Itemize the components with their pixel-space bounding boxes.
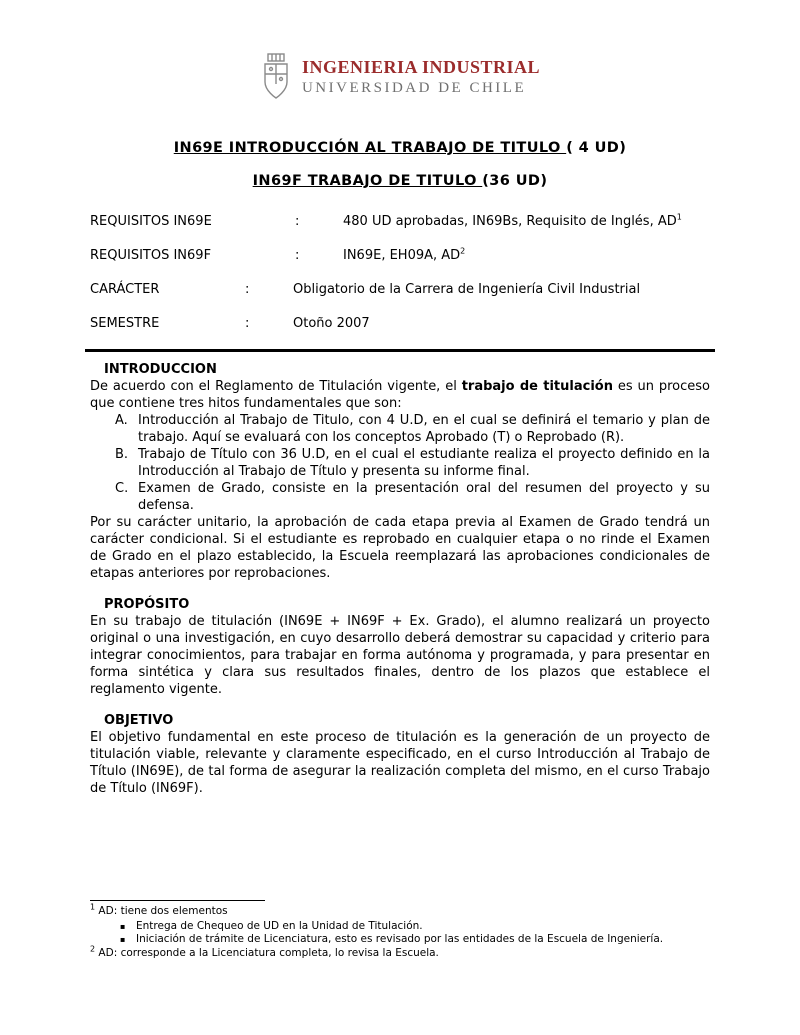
info-label: SEMESTRE (90, 316, 160, 331)
info-row-caracter (90, 281, 710, 298)
logo-text (302, 57, 540, 97)
course-title-in69f (90, 173, 710, 189)
info-colon: : (245, 282, 250, 297)
proposito-paragraph: En su trabajo de titulación (IN69E + IN69F + Ex. Grado), el alumno realizará un proyecto original o una investigación, en cuyo desarrollo deberá demostrar su capacidad y criterio para integrar conocimientos, para trabajar en forma autónoma y programada, y para presentar en forma sintética y clara sus resultados finales, dentro de los plazos que establece el reglamento vigente. (90, 614, 710, 697)
footnote-1-item-1 (120, 920, 710, 934)
list-item-b (90, 446, 710, 480)
footnote-2-number: 2 (90, 944, 96, 953)
section-divider (85, 349, 715, 352)
list-item-text: Trabajo de Título con 36 U.D, en el cual el estudiante realiza el proyecto definido en la Introducción al Trabajo de Título y presenta su informe final. (138, 447, 710, 479)
info-colon: : (295, 248, 300, 263)
section-heading-proposito: PROPÓSITO (104, 597, 190, 612)
university-logo (90, 52, 710, 102)
footnote-1 (90, 902, 710, 919)
square-bullet-icon: ▪ (120, 935, 126, 944)
footnote-item-text: Entrega de Chequeo de UD en la Unidad de Titulación. (136, 919, 423, 932)
course-title-in69f-ud: (36 UD) (482, 173, 548, 189)
list-item-text: Examen de Grado, consiste en la presentación oral del resumen del proyecto y su defensa. (138, 481, 710, 513)
info-label: REQUISITOS IN69E (90, 214, 212, 229)
logo-institution-name: INGENIERIA INDUSTRIAL (301, 57, 541, 77)
course-title-in69e (90, 140, 710, 156)
footnote-ref-2: 2 (460, 246, 466, 256)
info-row-requisitos-in69e (90, 213, 710, 230)
section-objetivo (90, 713, 710, 797)
info-value: Obligatorio de la Carrera de Ingeniería Civil Industrial (293, 282, 641, 297)
course-title-in69f-text: IN69F TRABAJO DE TITULO (252, 173, 483, 189)
list-marker: A. (115, 413, 128, 428)
list-marker: B. (115, 447, 129, 462)
introduccion-paragraph-2: Por su carácter unitario, la aprobación de cada etapa previa al Examen de Grado tendrá un carácter condicional. Si el estudiante es reprobado en cualquier etapa o no rinde el Examen de Grado en el plazo establecido, la Escuela reemplazará las aprobaciones condicionales de etapas anteriores por reprobaciones. (90, 515, 710, 581)
list-item-text: Introducción al Trabajo de Titulo, con 4 U.D, en el cual se definirá el temario y plan de trabajo. Aquí se evaluará con los conceptos Aprobado (T) o Reprobado (R). (138, 413, 710, 445)
footnote-separator (90, 900, 265, 901)
section-heading-objetivo: OBJETIVO (104, 713, 174, 728)
info-value: IN69E, EH09A, AD (343, 248, 461, 263)
info-label: REQUISITOS IN69F (90, 248, 212, 263)
course-title-in69e-ud: ( 4 UD) (566, 140, 627, 156)
info-row-semestre (90, 315, 710, 332)
section-proposito (90, 597, 710, 698)
footnote-2-text: AD: corresponde a la Licenciatura completa, lo revisa la Escuela. (95, 946, 439, 959)
info-colon: : (245, 316, 250, 331)
university-crest-icon (260, 52, 292, 102)
para-text: es un proceso que contiene tres hitos fundamentales que son: (90, 379, 710, 411)
info-value: 480 UD aprobadas, IN69Bs, Requisito de Inglés, AD (343, 214, 677, 229)
info-colon: : (295, 214, 300, 229)
footnote-1-item-2 (120, 933, 710, 947)
info-label: CARÁCTER (90, 282, 160, 297)
list-marker: C. (115, 481, 129, 496)
info-row-requisitos-in69f (90, 247, 710, 264)
section-introduccion (90, 362, 710, 582)
square-bullet-icon: ▪ (120, 921, 126, 931)
footnotes (90, 900, 710, 961)
course-title-in69e-text: IN69E INTRODUCCIÓN AL TRABAJO DE TITULO (173, 140, 567, 156)
info-value: Otoño 2007 (293, 316, 370, 331)
list-item-c (90, 480, 710, 514)
course-info-block (90, 213, 710, 332)
introduccion-paragraph-1 (90, 378, 710, 412)
objetivo-paragraph: El objetivo fundamental en este proceso de titulación es la generación de un proyecto de titulación viable, relevante y claramente especificado, en el curso Introducción al Trabajo de Título (IN69E), de tal forma de asegurar la realización completa del mismo, en el curso Trabajo de Título (IN69F). (90, 730, 710, 796)
footnote-item-text: Iniciación de trámite de Licenciatura, esto es revisado por las entidades de la Escuela de Ingeniería. (136, 933, 664, 945)
footnote-ref-1: 1 (676, 212, 682, 222)
footnote-1-number: 1 (90, 902, 96, 912)
para-bold-text: trabajo de titulación (461, 379, 613, 394)
list-item-a (90, 412, 710, 446)
logo-university-name: UNIVERSIDAD DE CHILE (301, 80, 527, 96)
para-text: De acuerdo con el Reglamento de Titulación vigente, el (90, 379, 462, 394)
footnote-1-text: AD: tiene dos elementos (95, 905, 228, 917)
section-heading-introduccion: INTRODUCCION (104, 362, 217, 377)
footnote-2 (90, 944, 710, 961)
